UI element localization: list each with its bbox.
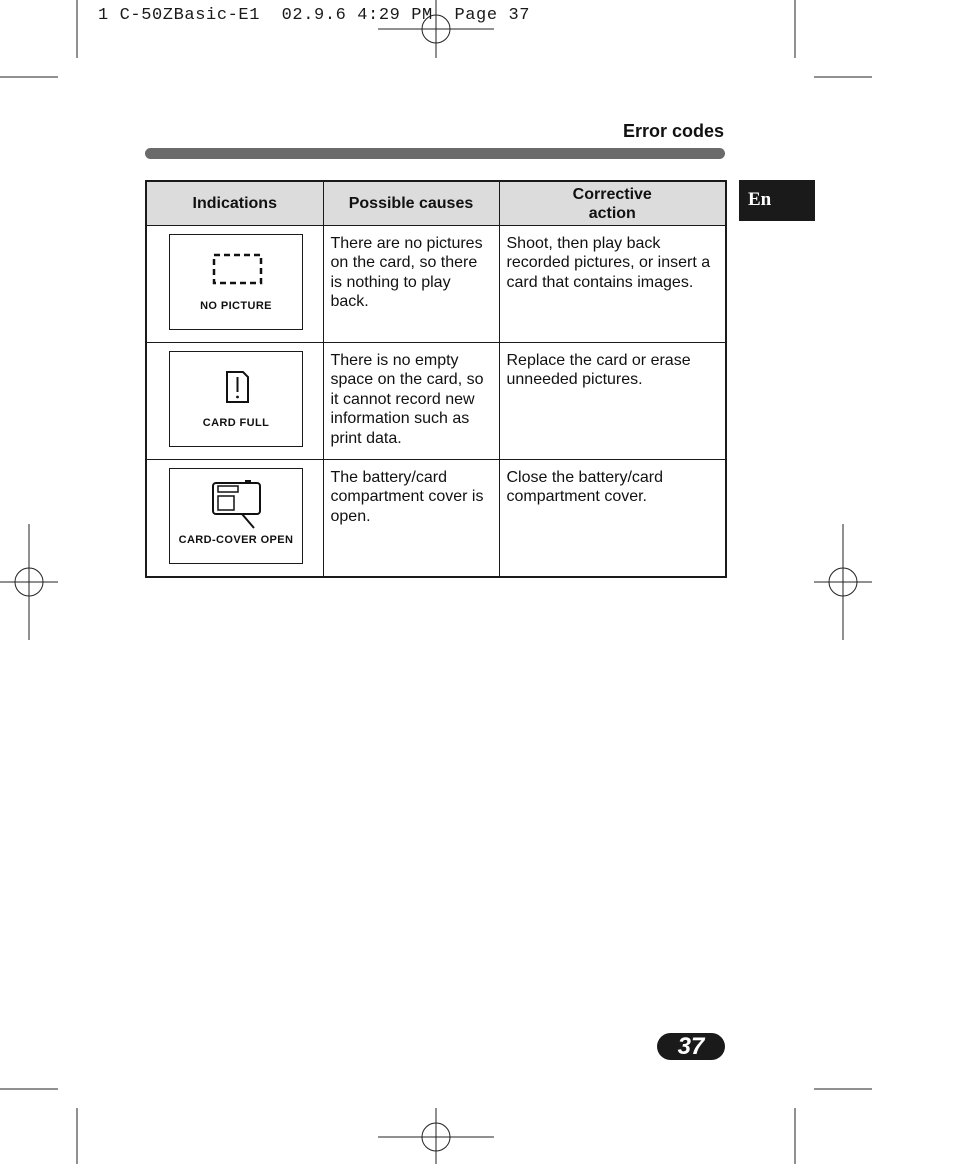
indication-label: CARD-COVER OPEN: [178, 534, 294, 546]
error-codes-table: [145, 180, 727, 578]
cause-cell: There are no pictures on the card, so there is nothing to play back.: [323, 226, 499, 343]
header-corrective-action: [499, 181, 726, 226]
header-possible-causes: Possible causes: [323, 181, 499, 226]
lcd-display: [169, 234, 303, 330]
indication-cell: [146, 460, 323, 578]
header-indications: Indications: [146, 181, 323, 226]
action-cell: Close the battery/card compartment cover.: [499, 460, 726, 578]
header-corrective-action-line2: action: [588, 204, 636, 222]
table-row: [146, 460, 726, 578]
table-header-row: [146, 181, 726, 226]
header-corrective-action-line1: Corrective: [572, 185, 652, 203]
print-header: 1 C-50ZBasic-E1 02.9.6 4:29 PM Page 37: [98, 6, 531, 25]
language-tab: En: [739, 180, 815, 221]
page-number: 37: [657, 1033, 725, 1060]
section-title: Error codes: [622, 121, 724, 141]
indication-label: NO PICTURE: [200, 300, 272, 312]
action-cell: Replace the card or erase unneeded pictures.: [499, 343, 726, 460]
lcd-display: [169, 351, 303, 447]
table-row: [146, 226, 726, 343]
cause-cell: The battery/card compartment cover is open.: [323, 460, 499, 578]
title-rule: [145, 148, 725, 159]
indication-cell: [146, 226, 323, 343]
lcd-display: [169, 468, 303, 564]
indication-label: CARD FULL: [202, 417, 270, 429]
indication-cell: [146, 343, 323, 460]
cause-cell: There is no empty space on the card, so it cannot record new information such as print data.: [323, 343, 499, 460]
action-cell: Shoot, then play back recorded pictures, or insert a card that contains images.: [499, 226, 726, 343]
table-row: [146, 343, 726, 460]
